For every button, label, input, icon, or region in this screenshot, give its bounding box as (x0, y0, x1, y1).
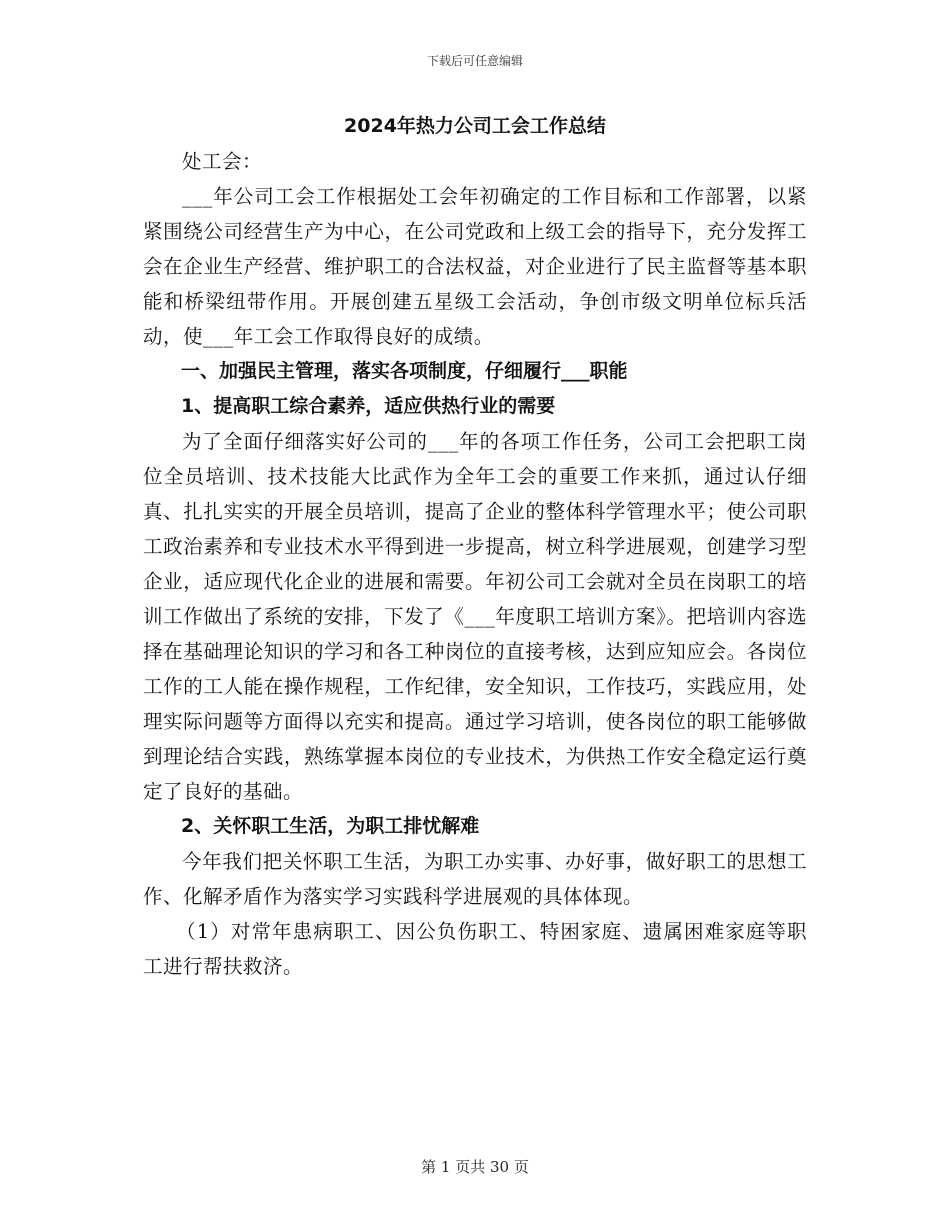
list-item-1: （1）对常年患病职工、因公负伤职工、特困家庭、遗属困难家庭等职工进行帮扶救济。 (143, 920, 807, 978)
section-1-heading: 一、加强民主管理，落实各项制度，仔细履行___职能 (181, 360, 628, 382)
subsection-1-heading: 1、提高职工综合素养，适应供热行业的需要 (181, 395, 556, 417)
page-header: 下载后可任意编辑 (426, 54, 523, 68)
intro-paragraph: ___年公司工会工作根据处工会年初确定的工作目标和工作部署，以紧紧围绕公司经营生产为中心，在公司党政和上级工会的指导下，充分发挥工会在企业生产经营、维护职工的合法权益，对企业进行了民主监督等基本职能和桥梁纽带作用。开展创建五星级工会活动，争创市级文明单位标兵活动，使___年工会工作取得良好的成绩。 (143, 185, 807, 348)
subsection-2-paragraph: 今年我们把关怀职工生活，为职工办实事、办好事，做好职工的思想工作、化解矛盾作为落实学习实践科学进展观的具体体现。 (143, 850, 807, 908)
subsection-2-heading: 2、关怀职工生活，为职工排忧解难 (181, 815, 480, 837)
document-body (143, 108, 807, 984)
page-number: 第 1 页共 30 页 (421, 1158, 529, 1176)
document-title: 2024年热力公司工会工作总结 (344, 115, 606, 137)
salutation: 处工会： (182, 150, 263, 173)
subsection-1-paragraph: 为了全面仔细落实好公司的___年的各项工作任务，公司工会把职工岗位全员培训、技术技能大比武作为全年工会的重要工作来抓，通过认仔细真、扎扎实实的开展全员培训，提高了企业的整体科学管理水平；使公司职工政治素养和专业技术水平得到进一步提高，树立科学进展观，创建学习型企业，适应现代化企业的进展和需要。年初公司工会就对全员在岗职工的培训工作做出了系统的安排，下发了《___年度职工培训方案》。把培训内容选择在基础理论知识的学习和各工种岗位的直接考核，达到应知应会。各岗位工作的工人能在操作规程，工作纪律，安全知识，工作技巧，实践应用，处理实际问题等方面得以充实和提高。通过学习培训，使各岗位的职工能够做到理论结合实践，熟练掌握本岗位的专业技术，为供热工作安全稳定运行奠定了良好的基础。 (143, 430, 807, 803)
